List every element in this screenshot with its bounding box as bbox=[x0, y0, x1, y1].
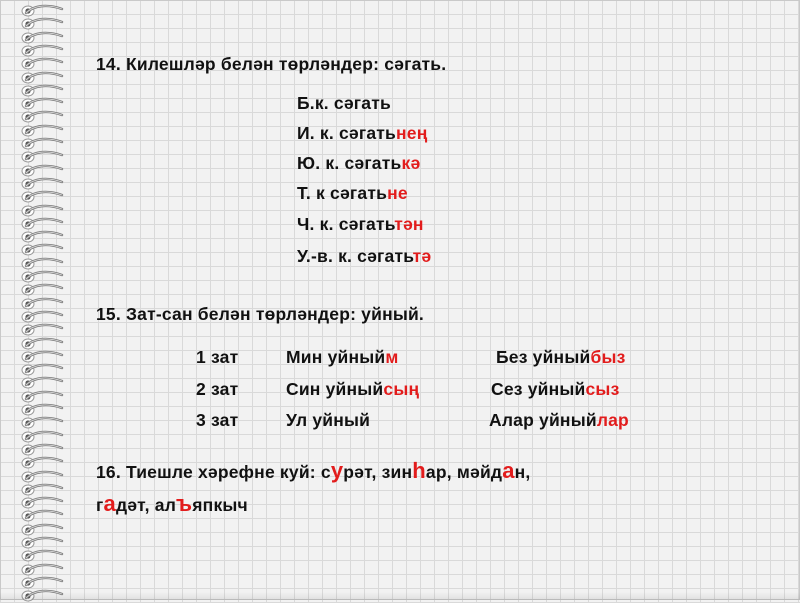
text-segment: рәт, зин bbox=[343, 462, 413, 482]
verb-ending: лар bbox=[596, 410, 629, 430]
case-stem: Ю. к. сәгать bbox=[297, 153, 402, 173]
case-ending: нең bbox=[396, 123, 428, 143]
text-segment: н, bbox=[514, 462, 531, 482]
case-ending: тә bbox=[412, 246, 432, 266]
plural-form bbox=[496, 346, 626, 368]
singular-form bbox=[286, 346, 399, 368]
task16-line2 bbox=[96, 493, 248, 516]
verb-stem: Алар уйный bbox=[489, 410, 597, 430]
case-row bbox=[297, 182, 408, 204]
plural-form bbox=[489, 409, 629, 431]
case-stem: Т. к сәгать bbox=[297, 183, 388, 203]
case-ending: не bbox=[387, 183, 408, 203]
case-row bbox=[297, 245, 431, 267]
plural-form bbox=[491, 378, 619, 400]
verb-ending: быз bbox=[590, 347, 626, 367]
text-segment: 16. Тиешле хәрефне куй: с bbox=[96, 462, 331, 482]
text-segment: г bbox=[96, 495, 104, 515]
case-ending: тән bbox=[394, 214, 424, 234]
text-segment: ар, мәйд bbox=[425, 462, 503, 482]
inserted-letter: а bbox=[502, 458, 515, 483]
case-row bbox=[297, 152, 420, 174]
verb-stem: Без уйный bbox=[496, 347, 591, 367]
case-row bbox=[297, 122, 428, 144]
verb-ending: м bbox=[385, 347, 399, 367]
case-stem: И. к. сәгать bbox=[297, 123, 397, 143]
case-row bbox=[297, 213, 424, 235]
person-label: 3 зат bbox=[196, 410, 239, 430]
person-label: 1 зат bbox=[196, 347, 239, 367]
case-stem: У.-в. к. сәгать bbox=[297, 246, 413, 266]
verb-ending: сың bbox=[383, 379, 420, 399]
inserted-letter: һ bbox=[412, 458, 426, 483]
inserted-letter: ъ bbox=[176, 491, 193, 516]
person-label: 2 зат bbox=[196, 379, 239, 399]
text-segment: япкыч bbox=[192, 495, 248, 515]
case-row bbox=[297, 92, 391, 114]
task15-heading: 15. Зат-сан белән төрләндер: уйный. bbox=[96, 304, 424, 324]
singular-form bbox=[286, 378, 419, 400]
inserted-letter: а bbox=[103, 491, 116, 516]
case-stem: Ч. к. сәгать bbox=[297, 214, 395, 234]
text-segment: дәт, ал bbox=[115, 495, 177, 515]
verb-ending: сыз bbox=[585, 379, 620, 399]
inserted-letter: у bbox=[330, 458, 344, 483]
singular-form bbox=[286, 409, 370, 431]
case-stem: Б.к. сәгать bbox=[297, 93, 391, 113]
task14-heading: 14. Килешләр белән төрләндер: сәгать. bbox=[96, 54, 447, 74]
verb-stem: Сез уйный bbox=[491, 379, 586, 399]
verb-stem: Син уйный bbox=[286, 379, 384, 399]
verb-stem: Ул уйный bbox=[286, 410, 371, 430]
task16-line1 bbox=[96, 460, 531, 483]
page-bottom-shadow bbox=[0, 592, 800, 600]
verb-stem: Мин уйный bbox=[286, 347, 386, 367]
case-ending: кә bbox=[401, 153, 421, 173]
